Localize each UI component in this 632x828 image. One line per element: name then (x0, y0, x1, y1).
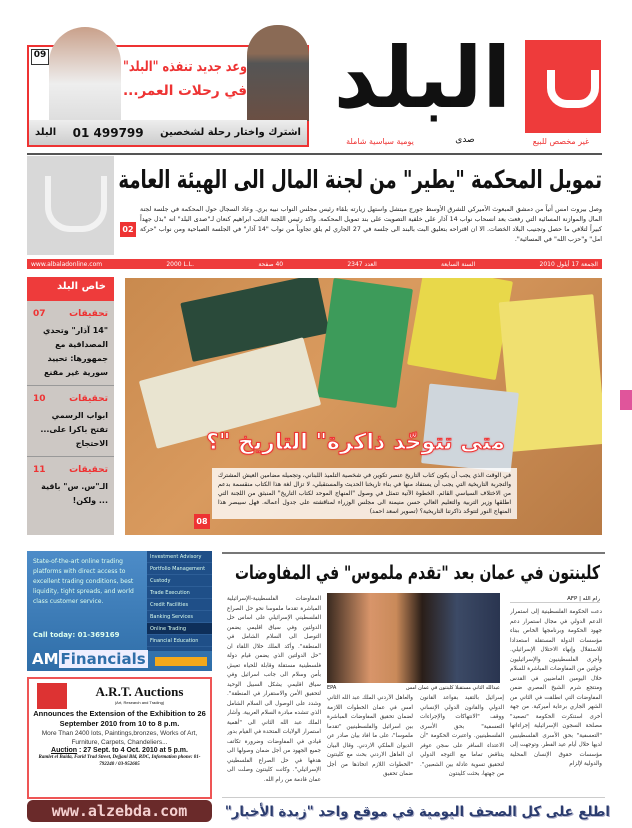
watermark: www.alzebda.com (27, 800, 212, 822)
sidebar-item-category: تحقيقات (69, 394, 108, 404)
clinton-column-2: إسرائيل بالتقيد بقواعد القانون الدولي والقانون الدولي الإنساني ووقف "الانتهاكات والإجراءات التعسفية" بحق الأسرى الفلسطينيين. واعتبرت الحكومة "أن الاعتداء السافر على سجن عوفر يتناقض تماما مع التوجه الدولي لتحقيق تسوية عادلة بين الشعبين". من جهتها، بحثت كلينتون (420, 695, 504, 777)
am-brand-a: AM (32, 650, 59, 668)
am-menu-item: Banking Services (147, 611, 212, 623)
sidebar-title: خاص البلد (27, 277, 114, 301)
feature-page-number[interactable]: 08 (194, 514, 210, 529)
masthead-logo: البلد (333, 29, 512, 127)
art-auction-label: Auction (51, 747, 78, 754)
issue-number: العدد 2347 (347, 260, 377, 268)
sidebar-item-category: تحقيقات (69, 309, 108, 319)
clinton-column-3: والعاهل الأردني الملك عبد الله الثاني امس في عمان الخطوات اللازمة لضمان تحقيق المفاوضات المباشرة بين اسرائيل والفلسطينيين "تقدما ملموسا"، على ما افاد بيان صادر عن الديوان الملكي الاردني. وقال البيان ان العاهل الاردني بحث مع كلينتون "الخطوات اللازم اتخاذها من أجل ضمان تحقيق (327, 695, 413, 777)
photo-credit: EPA (327, 685, 337, 691)
clinton-byline: رام الله | AFP (510, 596, 600, 603)
am-menu-item: Online Trading (147, 623, 212, 635)
not-for-sale-label: غير مخصص للبيع (532, 137, 590, 146)
date: الجمعة 17 أيلول 2010 (539, 260, 598, 268)
promo-headline-1: وعد جديد تنفذه "البلد" (122, 59, 247, 75)
art-title: A.R.T. Auctions (95, 684, 184, 699)
promo-photo-young (247, 25, 309, 121)
am-ad-menu (147, 551, 212, 651)
sidebar-item-title: ابواب الرسمي تفتح باكرا على... الاحتجاج (40, 411, 108, 448)
sidebar-item-page: 11 (33, 465, 46, 475)
sidebar-item-page: 07 (33, 309, 46, 319)
promo-page-number: 09 (31, 49, 49, 65)
feature-text: في الوقت الذي يجب أن يكون كتاب التاريخ عنصر تكوين في شخصية التلميذ اللبناني، وتجميله مضامين العيش المشترك والتجربة التاريخية التي يجب أن يستفاد منها في بناء تاريخنا الحديث والمستقبلي، لا تزال لغة هذا الكتاب منقسمة بدعم من الاختلاف السياسي القائم. الخطوة الآتية تتمثل في وصول "المنهاج الموحد لكتاب التاريخ" المنبثق من اللجنة التي اطلقها وزير التربية والتعليم العالي حسن منيمنة الى مجلس الوزراء لمناقشته على جدول أعماله. فهل سيبصر هذا المنهاج النور لتتوحّد ذاكرتنا التاريخية؟ (تصوير اسعد احمد) (212, 468, 517, 519)
am-menu-item: Financial Education (147, 635, 212, 647)
art-logo-icon (37, 683, 67, 709)
lead-headline[interactable]: تمويل المحكمة "يطير" من لجنة المال الى الهيئة العامة (118, 165, 602, 194)
am-ad-text: State-of-the-art online trading platforms with direct access to excellent trading conditions, best liquidity, tight spreads, and world class customer service. (33, 558, 134, 605)
promo-cta-bar (29, 120, 307, 145)
sidebar-item-category: تحقيقات (69, 465, 108, 475)
clinton-column-1: دعت الحكومة الفلسطينية إلى استمرار الدعم الدولي في مجال استمرار دعم جهود الحكومة وبرنامجها الخاص ببناء مؤسسات الدولة المستقلة استعدادا للاستقلال وإنهاء الاحتلال الإسرائيلي. وأجرى الفلسطينيون والإسرائيليون جولتين من المفاوضات المباشرة للسلام خلال اليومين الماضيين في القدس ومنتجع شرم الشيخ المصري ضمن المفاوضات التي انطلقت في الثاني من الشهر الجاري برعاية أميركية. من جهة أخرى استنكرت الحكومة "تصعيد" مصلحة السجون الإسرائيلية إجراءاتها "التعسفية" بحق الأسرى الفلسطينيين لديها خلال أيام عيد الفطر. وتوجهت إلى مؤسسات حقوق الإنسان المحلية والدولية لإلزام (510, 609, 602, 767)
art-address: Ramlet el Baida, Farid Trad Street, Dejjani Bld, RDC, Information phone: 01-792240 / 03-952605 (38, 755, 201, 767)
promo-photo-elder (49, 27, 121, 122)
footer-banner[interactable]: اطلع على كل الصحف اليومية في موقع واحد "زبدة الأخبار" (224, 804, 610, 820)
art-subtitle: (Art, Research and Trading) (114, 700, 165, 705)
promo-cta: اشترك واختار رحلة لشخصين (160, 127, 301, 138)
gray-logo-mark (27, 156, 114, 255)
price: 2000 L.L. (166, 260, 195, 268)
promo-brand: البلد (35, 127, 57, 138)
photo-caption: عبدالله الثاني مستقبلا كلينتون في عمان امس (406, 685, 500, 691)
clinton-headline[interactable]: كلينتون في عمان بعد "تقدم ملموس" في المفاوضات (235, 562, 600, 584)
am-menu-item: Trade Execution (147, 587, 212, 599)
logo-mark (525, 40, 601, 133)
am-financials-ad[interactable] (27, 551, 212, 671)
feature-headline[interactable]: متى تتوحّد ذاكرة" التاريخ "؟ (206, 430, 505, 455)
am-menu-item: Credit Facilities (147, 599, 212, 611)
masthead-divider (27, 153, 602, 155)
art-auction-dates (32, 747, 207, 754)
sidebar-item-page: 10 (33, 394, 46, 404)
pink-edge-tab (620, 390, 632, 410)
site-url[interactable]: www.albaladonline.com (31, 260, 103, 268)
art-announcement: Announces the Extension of the Exhibition to 26 September 2010 from 10 to 8 p.m. (33, 709, 206, 728)
clinton-caption-row (327, 685, 500, 691)
art-lots: More Than 2400 lots, Paintings,bronzes, Works of Art, Furniture, Carpets, Chandeliers... (41, 730, 198, 746)
tagline: يومية سياسية شاملة (346, 137, 414, 146)
clinton-photo[interactable] (327, 593, 500, 683)
promo-headline-2: في رحلات العمر... (123, 83, 247, 99)
sada-label: صدى (455, 135, 475, 145)
am-ad-button[interactable] (155, 657, 207, 666)
info-bar (27, 259, 602, 269)
sidebar-item-title: "14 آذار" وتحدي المصداقية مع جمهورها: تحييد سورية غير مقنع (43, 326, 108, 377)
promo-headline (123, 55, 247, 103)
clinton-column-4: المفاوضات الفلسطينية-الإسرائيلية المباشرة تقدما ملموسا نحو حل الصراع الفلسطيني الإسرائيلي على اساس حل الدولتين وفي سياق اقليمي يضمن التوصل الى السلام الشامل في المنطقة". وأكد الملك خلال اللقاء ان "حل الدولتين الذي يضمن قيام دولة فلسطينية مستقلة وقابلة للحياة تعيش بأمن وسلام الى جانب اسرائيل وفي سياق اقليمي يشكل السبيل الوحيد لتحقيق الأمن والاستقرار في المنطقة". وشدد على الوصول الى السلام الشامل الذي تنشده مبادرة السلام العربية. وأشار الملك عبد الله الثاني الى "أهمية استمرار الولايات المتحدة في القيام بدور قيادي في المفاوضات وضرورة تكاتف جميع الجهود من أجل ضمان وصولها الى هدفها في حل الصراع الفلسطيني الإسرائيلي". وكانت كلينتون وصلت الى عمان قادمة من رام الله. (227, 596, 321, 783)
sidebar-item-title: الـ"س. س" باقية ... ولكن! (41, 482, 108, 505)
am-menu-item: Investment Advisory (147, 551, 212, 563)
lead-page-number[interactable]: 02 (120, 222, 136, 237)
sidebar-item[interactable] (27, 386, 114, 457)
art-auction-range: : 27 Sept. to 4 Oct. 2010 at 5 p.m. (79, 747, 188, 754)
year: السنة السابعة (441, 260, 476, 268)
am-call: Call today: 01-369169 (33, 631, 120, 639)
am-brand (32, 650, 148, 668)
sidebar-exclusive (27, 277, 114, 535)
sidebar-item[interactable] (27, 301, 114, 386)
lead-summary: وصل بيروت امس أتياً من دمشق المبعوث الأميركي للشرق الأوسط جورج ميتشل واستهل زيارته بلقاء رئيس مجلس النواب نبيه بري. وعاد السجال حول المحكمة في جلسة لجنة المال والموازنة المسائية التي رفعت بعد انسحاب نواب 14 آذار على خلفية التصويت على بند تمويل المحكمة. واكد رئيس اللجنة النائب ابراهيم كنعان لـ"صدى البلد" انه "بذل جهداً كبيراً لتلافي ما حصل وتجنيب البلاد الخضات. الا ان اقتراحه بتعليق البت بالبند الى جلسة في 27 الجاري لم يلق تجاوباً من نواب "14 آذار" في الجلسة الصباحية ومن نواب "حركة امل" و"حزب الله" في المسائية". (140, 206, 602, 243)
am-menu-item: Custody (147, 575, 212, 587)
art-auctions-ad[interactable] (27, 677, 212, 799)
promo-box[interactable] (27, 45, 309, 147)
sidebar-item[interactable] (27, 457, 114, 513)
am-menu-item: Portfolio Management (147, 563, 212, 575)
am-brand-b: Financials (60, 650, 146, 668)
page-count: 40 صفحة (258, 260, 284, 268)
promo-phone: 01 499799 (72, 125, 144, 140)
